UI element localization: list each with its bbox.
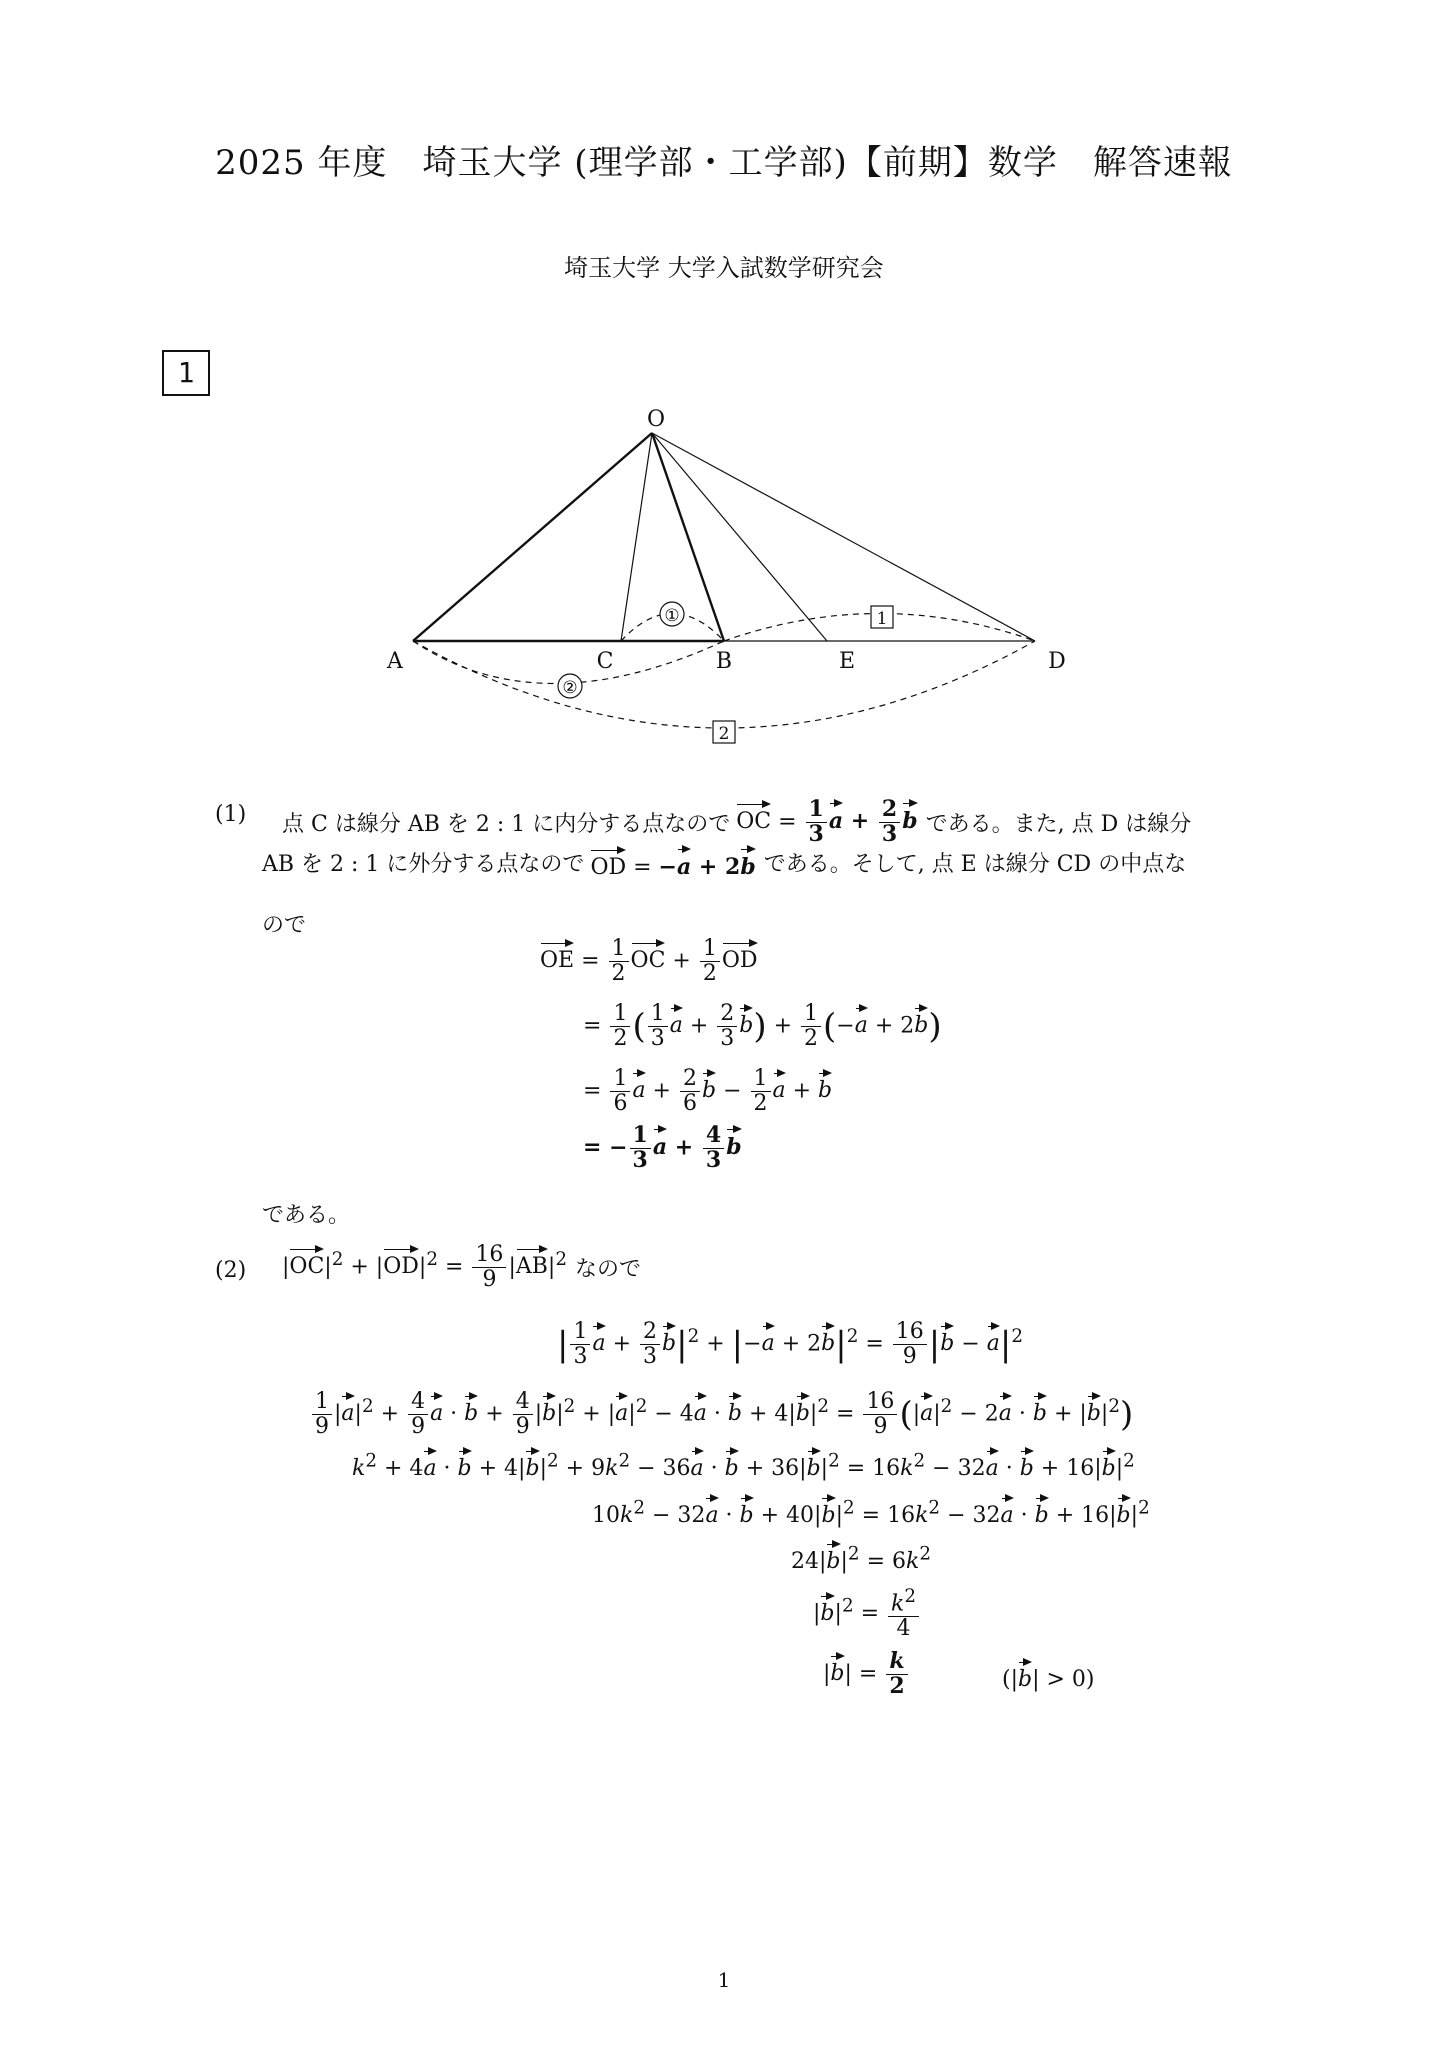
box-label-2: 2 <box>718 724 730 744</box>
part1-line2 <box>262 845 1186 880</box>
arc-label-2: ② <box>562 678 578 698</box>
page-title: 2025 年度 埼玉大学 (理学部・工学部)【前期】数学 解答速報 <box>215 143 1233 183</box>
point-label-C: C <box>596 649 614 674</box>
oe-derivation-line3: = $\frac{1}{6}$ a + $\frac{2}{6}$ b − $\frac{1}{2}$ a + b <box>583 1066 833 1116</box>
segment-OD <box>652 433 1035 641</box>
part1-label: (1) <box>215 802 247 827</box>
oe-result: = − $\frac{1}{3}$ a + $\frac{4}{3}$ b <box>583 1122 742 1173</box>
box-label-1: 1 <box>876 609 888 629</box>
geometry-figure <box>0 0 1448 800</box>
part1-sentence3: ので <box>262 913 307 938</box>
point-label-B: B <box>715 649 733 674</box>
point-label-O: O <box>646 407 666 432</box>
part2-eq4: $10k^2 - 32a \cdot b + 40|b|^2 = 16k^2 - 32a \cdot b + 16|b|^2$ <box>592 1494 1150 1528</box>
point-label-D: D <box>1048 649 1066 674</box>
part2-eq2: $\frac{1}{9}$ $|a|^2$ + $\frac{4}{9}$ a · b + $\frac{4}{9}$ $|b|^2 + |a|^2 - 4a \cdot b + 4|b|^2$ = $\frac{16}{9}$ $(|a|^2 - 2a \cdot b + |b|^2)$ <box>310 1390 1133 1439</box>
segment-OC <box>621 433 652 641</box>
arc-label-1: ① <box>664 606 680 626</box>
part1-conclusion: である。 <box>262 1203 351 1228</box>
oe-derivation-line2: = $\frac{1}{2}$ ( $\frac{1}{3}$ a + $\frac{2}{3}$ b) + $\frac{1}{2}$ (−a + 2b) <box>583 1001 942 1051</box>
part2-eq5: $24|b|^2 = 6k^2$ <box>791 1540 931 1574</box>
part2-label: (2) <box>215 1258 247 1283</box>
segment-OA <box>413 433 652 641</box>
part1-line1 <box>282 798 1191 847</box>
point-label-A: A <box>387 649 403 674</box>
part1-sentence1b: である。また, 点 D は線分 <box>925 811 1192 837</box>
part1-sentence2a: AB を 2 : 1 に外分する点なので <box>262 852 585 877</box>
oc-expression: OC = $\frac{1}{3}$ a + $\frac{2}{3}$ b <box>736 796 918 847</box>
od-expression: OD = −a + 2b <box>590 845 755 880</box>
part2-intro: $|OC|^2 + |OD|^2$ = $\frac{16}{9}$ $|AB|^2$ なので <box>282 1242 642 1292</box>
author-line: 埼玉大学 大学入試数学研究会 <box>564 254 884 282</box>
part2-result: |b| = $\frac{k}{2}$ <box>823 1650 910 1699</box>
part2-eq1: | $\frac{1}{3}$ a + $\frac{2}{3}$ $b|^2 + |-a + 2b|^2$ = $\frac{16}{9}$ $|b - a|^2$ <box>557 1319 1024 1369</box>
page-number: 1 <box>717 1968 731 1992</box>
oe-derivation-line1: OE = $\frac{1}{2}$ OC + $\frac{1}{2}$ OD <box>540 936 758 986</box>
part2-eq3: $k^2 + 4a \cdot b + 4|b|^2 + 9k^2 - 36a \cdot b + 36|b|^2 = 16k^2 - 32a \cdot b + 16|b|^2$ <box>352 1447 1135 1481</box>
part2-intro-suffix: なので <box>575 1256 642 1282</box>
part1-sentence2b: である。そして, 点 E は線分 CD の中点な <box>763 852 1187 877</box>
part1-sentence1a: 点 C は線分 AB を 2 : 1 に内分する点なので <box>282 811 731 837</box>
part2-condition: (|b| > 0) <box>1002 1658 1095 1692</box>
part2-eq6: $|b|^2$ = $\frac{k^2}{4}$ <box>813 1587 921 1641</box>
problem-number-box: 1 <box>162 350 210 396</box>
point-label-E: E <box>838 649 856 674</box>
